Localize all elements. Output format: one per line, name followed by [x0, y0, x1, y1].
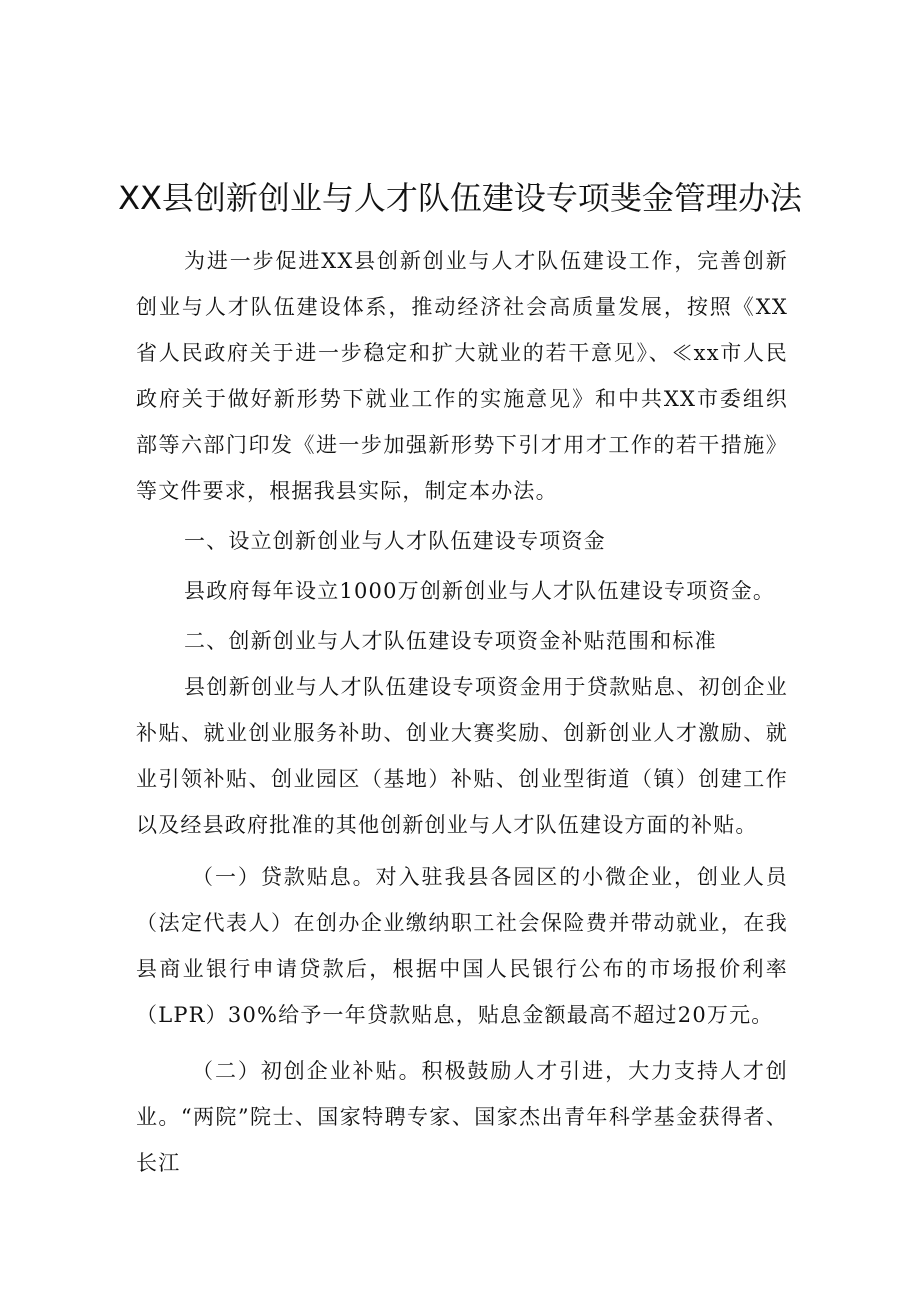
section-heading-1: 一、设立创新创业与人才队伍建设专项资金: [184, 529, 606, 553]
subsection-2-paragraph: （二）初创企业补贴。积极鼓励人才引进，大力支持人才创业。“两院”院士、国家特聘专家、国家杰出青年科学基金获得者、长江: [136, 1059, 788, 1175]
preamble-paragraph: 为进一步促进XX县创新创业与人才队伍建设工作，完善创新创业与人才队伍建设体系，推动经济社会高质量发展，按照《XX省人民政府关于进一步稳定和扩大就业的若干意见》、≪xx市人民政府关于做好新形势下就业工作的实施意见》和中共XX市委组织部等六部门印发《进一步加强新形势下引才用才工作的若干措施》等文件要求，根据我县实际，制定本办法。: [136, 249, 788, 503]
section-heading-2: 二、创新创业与人才队伍建设专项资金补贴范围和标准: [184, 629, 717, 653]
document-body: [136, 238, 788, 1186]
subsection-1-paragraph: （一）贷款贴息。对入驻我县各园区的小微企业，创业人员（法定代表人）在创办企业缴纳职工社会保险费并带动就业，在我县商业银行申请贷款后，根据中国人民银行公布的市场报价利率（LPR）30%给予一年贷款贴息，贴息金额最高不超过20万元。: [136, 865, 788, 1027]
section-2-paragraph: 县创新创业与人才队伍建设专项资金用于贷款贴息、初创企业补贴、就业创业服务补助、创业大赛奖励、创新创业人才激励、就业引领补贴、创业园区（基地）补贴、创业型街道（镇）创建工作以及经县政府批准的其他创新创业与人才队伍建设方面的补贴。: [136, 675, 788, 837]
section-1-paragraph: 县政府每年设立1000万创新创业与人才队伍建设专项资金。: [184, 579, 776, 603]
document-title: XX县创新创业与人才队伍建设专项斐金管理办法: [118, 179, 802, 217]
